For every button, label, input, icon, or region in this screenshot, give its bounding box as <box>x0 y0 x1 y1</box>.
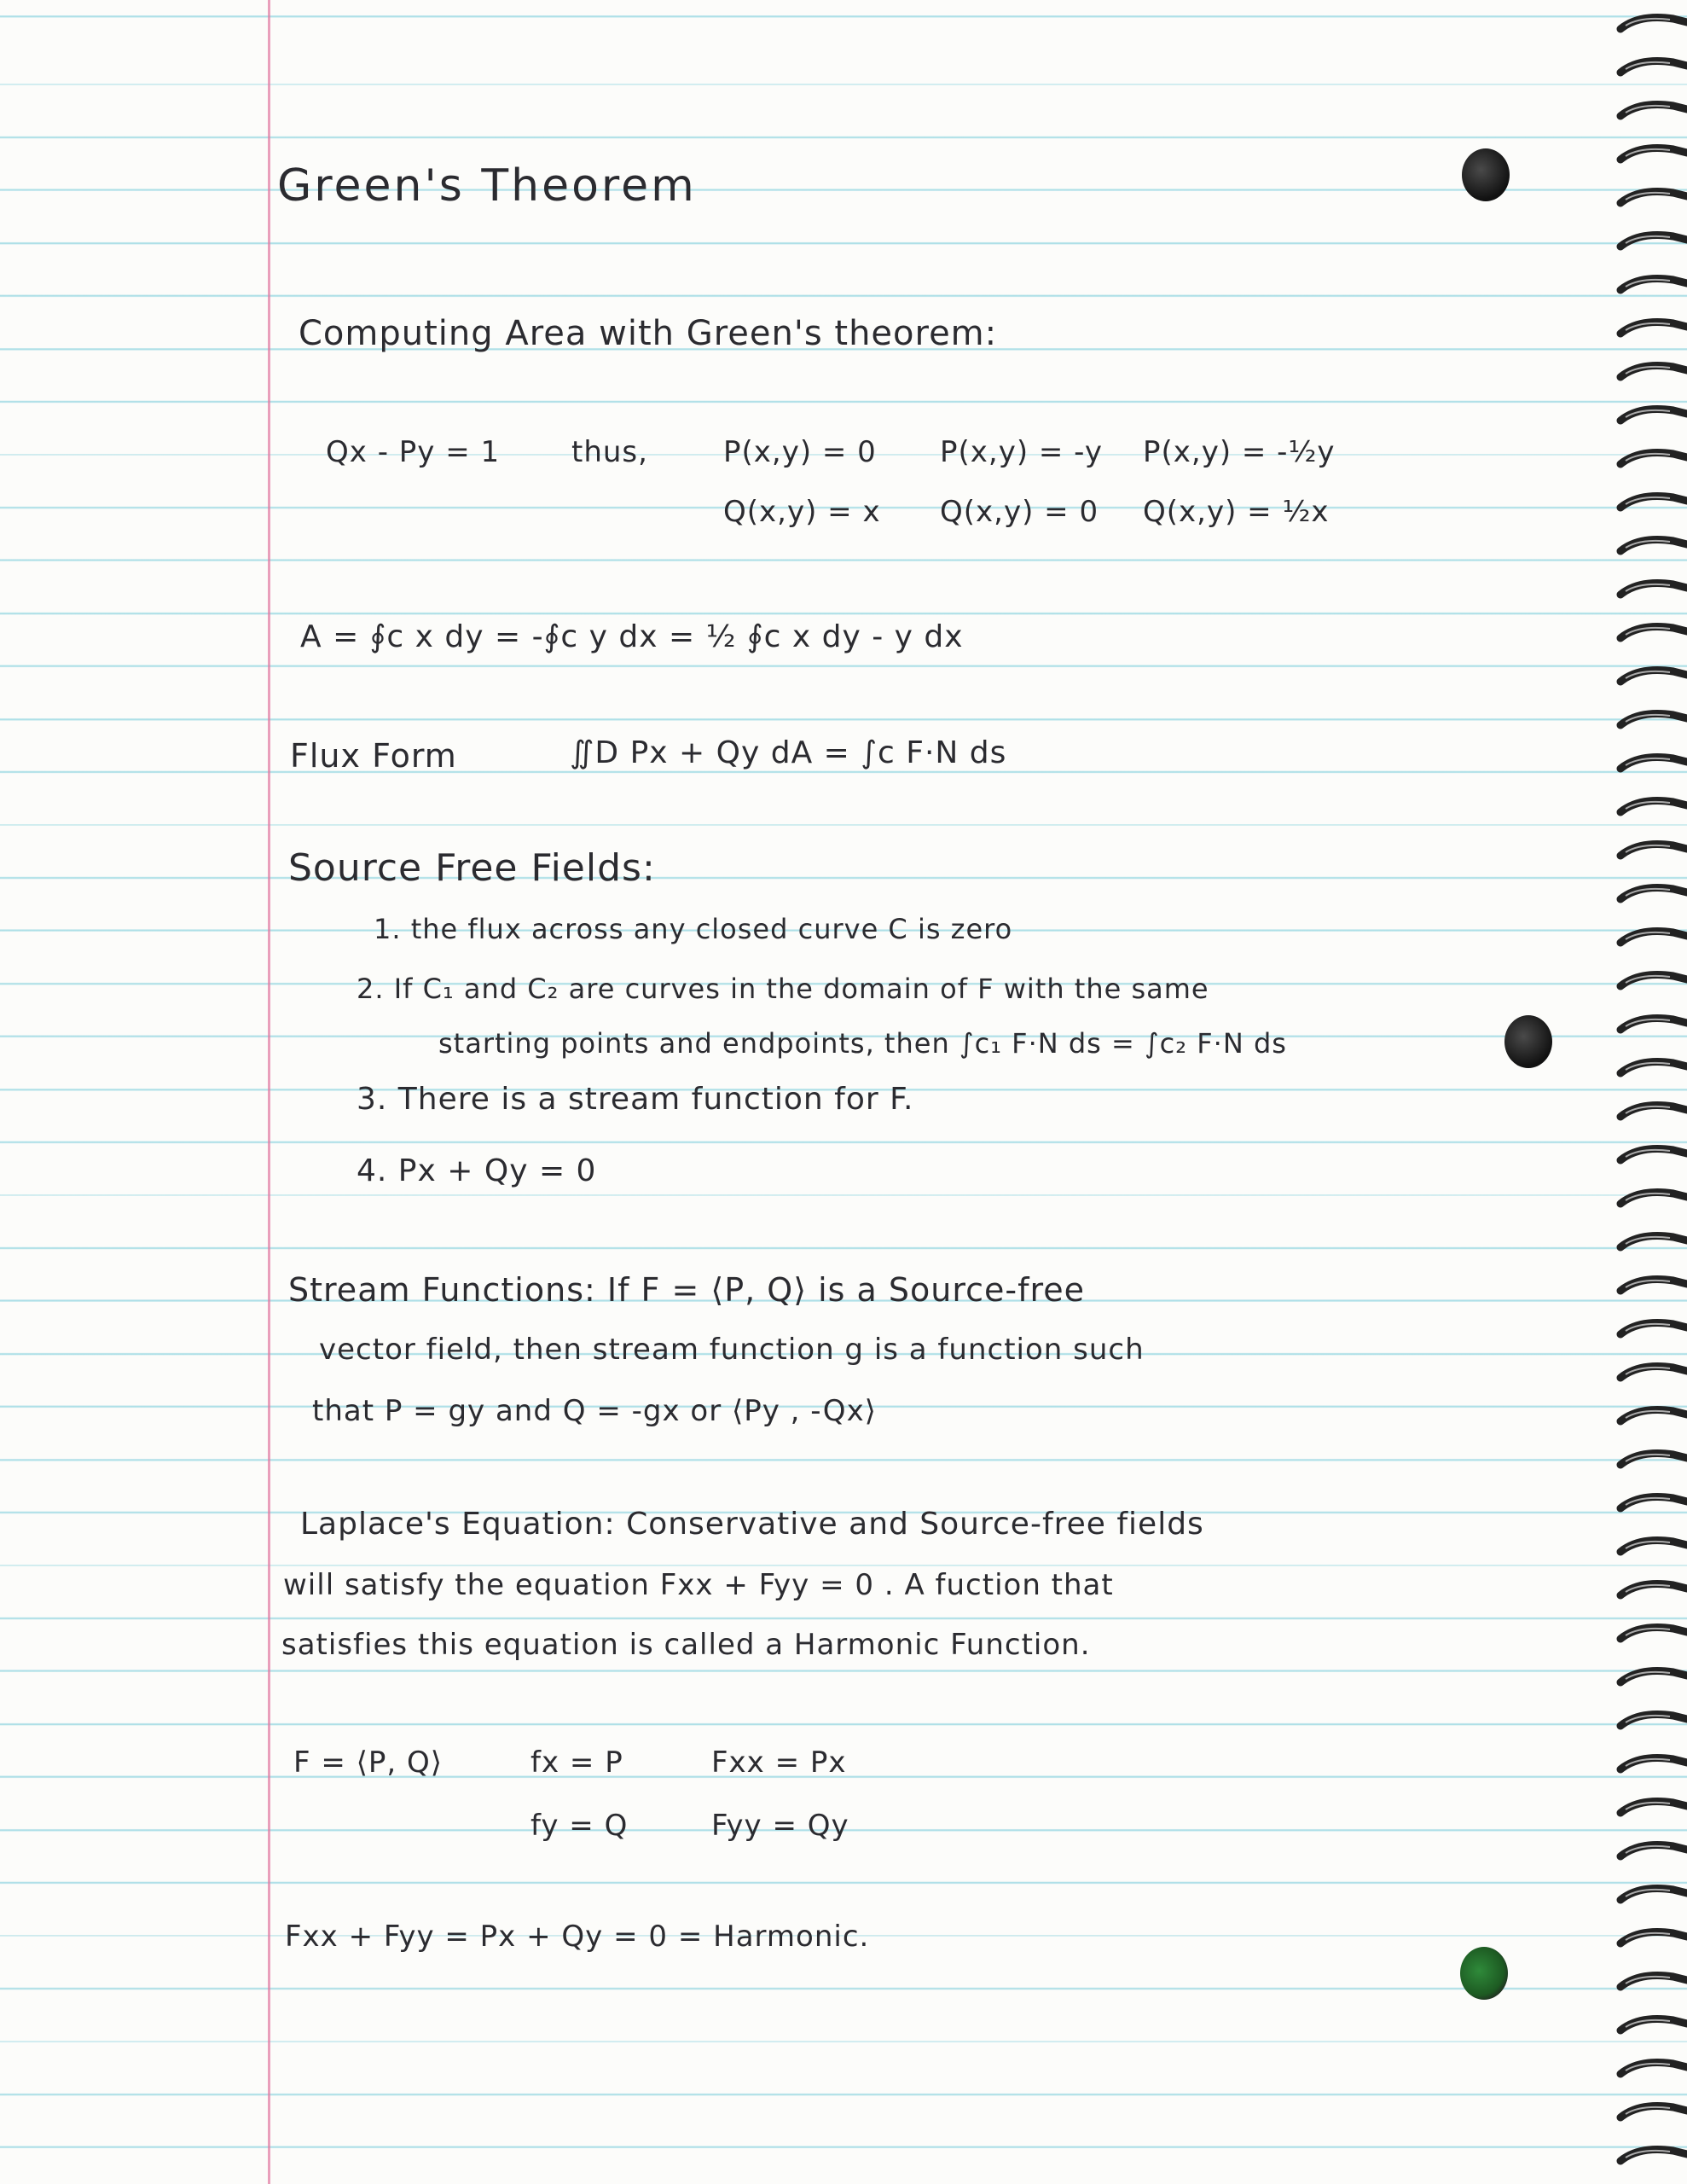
source-free-item-3: 3. There is a stream function for F. <box>357 1082 914 1117</box>
area-heading: Computing Area with Green's theorem: <box>299 314 998 353</box>
source-free-heading: Source Free Fields: <box>288 846 656 890</box>
punch-hole-bottom <box>1460 1947 1508 2000</box>
option-1-q: Q(x,y) = x <box>723 495 881 529</box>
laplace-line-3: satisfies this equation is called a Harmonic Function. <box>281 1628 1091 1662</box>
harmonic-fx: fx = P <box>530 1745 623 1780</box>
area-condition: Qx - Py = 1 <box>326 435 501 469</box>
flux-formula: ∬D Px + Qy dA = ∫c F·N ds <box>570 735 1007 770</box>
margin-line <box>268 0 270 2184</box>
punch-hole-top <box>1462 148 1510 201</box>
option-3-p: P(x,y) = -½y <box>1143 435 1336 469</box>
option-3-q: Q(x,y) = ½x <box>1143 495 1330 529</box>
stream-line-1: Stream Functions: If F = ⟨P, Q⟩ is a Source-free <box>288 1271 1086 1309</box>
stream-line-3: that P = gy and Q = -gx or ⟨Py , -Qx⟩ <box>312 1394 877 1428</box>
harmonic-fxx: Fxx = Px <box>711 1745 847 1780</box>
punch-hole-middle <box>1504 1015 1552 1068</box>
stream-line-2: vector field, then stream function g is a function such <box>319 1333 1145 1367</box>
option-2-q: Q(x,y) = 0 <box>940 495 1099 529</box>
area-formula: A = ∮c x dy = -∮c y dx = ½ ∮c x dy - y dx <box>300 619 964 654</box>
source-free-item-2-cont: starting points and endpoints, then ∫c₁ F·N ds = ∫c₂ F·N ds <box>438 1027 1287 1060</box>
source-free-item-1: 1. the flux across any closed curve C is zero <box>374 913 1013 945</box>
laplace-line-2: will satisfy the equation Fxx + Fyy = 0 . A fuction that <box>283 1568 1114 1602</box>
spiral-binding <box>1614 0 1687 2184</box>
option-1-p: P(x,y) = 0 <box>723 435 877 469</box>
thus-label: thus, <box>571 435 648 469</box>
harmonic-fyy: Fyy = Qy <box>711 1809 849 1843</box>
source-free-item-4: 4. Px + Qy = 0 <box>357 1153 597 1188</box>
harmonic-field: F = ⟨P, Q⟩ <box>293 1745 443 1780</box>
option-2-p: P(x,y) = -y <box>940 435 1103 469</box>
flux-label: Flux Form <box>290 737 457 775</box>
page-title: Green's Theorem <box>277 160 697 212</box>
harmonic-fy: fy = Q <box>530 1809 629 1843</box>
laplace-line-1: Laplace's Equation: Conservative and Source-free fields <box>300 1507 1204 1542</box>
source-free-item-2: 2. If C₁ and C₂ are curves in the domain of F with the same <box>357 973 1209 1005</box>
harmonic-final: Fxx + Fyy = Px + Qy = 0 = Harmonic. <box>285 1920 870 1954</box>
